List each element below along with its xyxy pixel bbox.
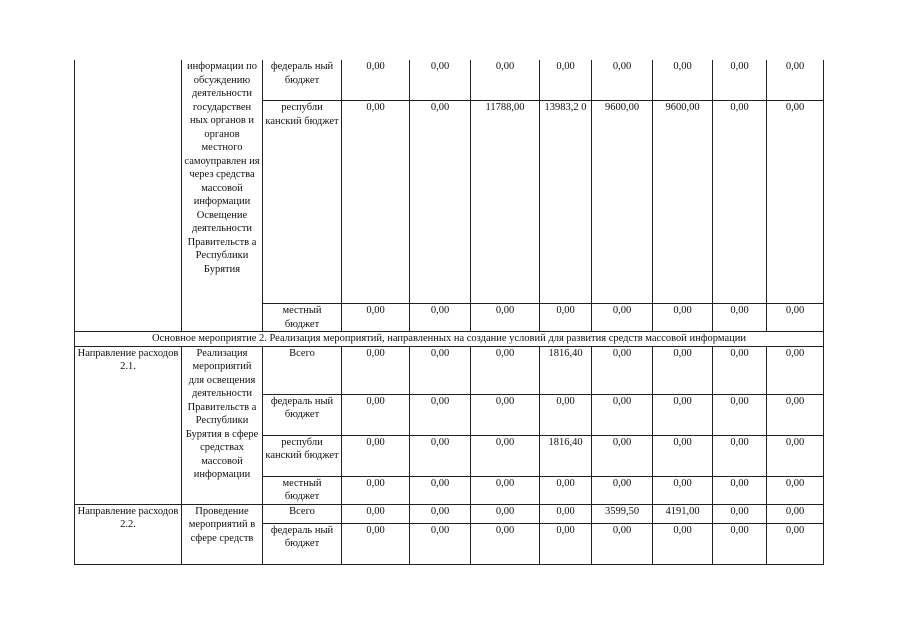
source-cell: федераль ный бюджет	[263, 60, 342, 101]
value-cell: 0,00	[713, 101, 767, 304]
value-cell: 0,00	[410, 476, 471, 504]
value-cell: 0,00	[471, 523, 540, 564]
value-cell: 0,00	[653, 435, 713, 476]
value-cell: 0,00	[592, 346, 653, 394]
value-cell: 0,00	[410, 304, 471, 332]
value-cell: 0,00	[540, 504, 592, 523]
value-cell: 0,00	[342, 435, 410, 476]
value-cell: 0,00	[410, 346, 471, 394]
source-cell: республи канский бюджет	[263, 101, 342, 304]
value-cell: 1816,40	[540, 435, 592, 476]
table-row	[75, 504, 824, 523]
value-cell: 0,00	[713, 394, 767, 435]
value-cell: 0,00	[471, 304, 540, 332]
value-cell: 0,00	[653, 60, 713, 101]
value-cell: 0,00	[410, 394, 471, 435]
value-cell: 0,00	[540, 476, 592, 504]
value-cell: 0,00	[767, 476, 824, 504]
section-title: Основное мероприятие 2. Реализация мероприятий, направленных на создание условий для развития средств массовой информации	[75, 332, 824, 347]
value-cell: 0,00	[767, 435, 824, 476]
value-cell: 0,00	[767, 101, 824, 304]
source-cell: федераль ный бюджет	[263, 394, 342, 435]
value-cell: 3599,50	[592, 504, 653, 523]
table-body	[75, 60, 824, 564]
source-cell: местный бюджет	[263, 304, 342, 332]
value-cell: 0,00	[342, 304, 410, 332]
value-cell: 0,00	[713, 476, 767, 504]
value-cell: 0,00	[410, 435, 471, 476]
value-cell: 0,00	[767, 346, 824, 394]
value-cell: 0,00	[540, 394, 592, 435]
value-cell: 0,00	[653, 523, 713, 564]
value-cell: 0,00	[592, 394, 653, 435]
value-cell: 0,00	[471, 504, 540, 523]
value-cell: 0,00	[653, 304, 713, 332]
value-cell: 0,00	[471, 435, 540, 476]
source-cell: федераль ный бюджет	[263, 523, 342, 564]
code-cell: Направлениe расходов 2.1.	[75, 346, 182, 504]
value-cell: 0,00	[540, 304, 592, 332]
budget-table	[74, 60, 824, 565]
value-cell: 0,00	[410, 60, 471, 101]
value-cell: 0,00	[767, 304, 824, 332]
value-cell: 0,00	[342, 60, 410, 101]
value-cell: 0,00	[471, 60, 540, 101]
value-cell: 0,00	[653, 476, 713, 504]
value-cell: 0,00	[342, 504, 410, 523]
value-cell: 4191,00	[653, 504, 713, 523]
value-cell: 0,00	[592, 304, 653, 332]
value-cell: 13983,2 0	[540, 101, 592, 304]
value-cell: 0,00	[713, 435, 767, 476]
code-cell	[75, 60, 182, 332]
source-cell: республи канский бюджет	[263, 435, 342, 476]
source-cell: Всего	[263, 346, 342, 394]
value-cell: 0,00	[767, 504, 824, 523]
value-cell: 0,00	[767, 394, 824, 435]
table-row	[75, 60, 824, 101]
value-cell: 0,00	[713, 504, 767, 523]
value-cell: 0,00	[342, 101, 410, 304]
value-cell: 0,00	[471, 476, 540, 504]
description-cell: Реализация мероприятий для освещения деятельности Правительств а Республики Бурятия в сфере средствах массовой информации	[182, 346, 263, 504]
value-cell: 0,00	[471, 346, 540, 394]
table-row	[75, 346, 824, 394]
value-cell: 1816,40	[540, 346, 592, 394]
description-cell: информации по обсуждению деятельности государствен ных органов и органов местного самоуправлен ия через средства массовой информации Освещение деятельности Правительств а Республики Бурятия	[182, 60, 263, 332]
value-cell: 0,00	[592, 60, 653, 101]
value-cell: 0,00	[540, 60, 592, 101]
value-cell: 0,00	[592, 476, 653, 504]
code-cell: Направление расходов 2.2.	[75, 504, 182, 564]
value-cell: 0,00	[767, 60, 824, 101]
value-cell: 0,00	[410, 523, 471, 564]
value-cell: 0,00	[540, 523, 592, 564]
value-cell: 0,00	[342, 394, 410, 435]
value-cell: 0,00	[713, 523, 767, 564]
value-cell: 0,00	[471, 394, 540, 435]
value-cell: 0,00	[592, 523, 653, 564]
value-cell: 0,00	[410, 101, 471, 304]
description-cell: Проведение мероприятий в сфере средств	[182, 504, 263, 564]
value-cell: 0,00	[342, 476, 410, 504]
value-cell: 0,00	[767, 523, 824, 564]
value-cell: 0,00	[713, 304, 767, 332]
value-cell: 0,00	[653, 394, 713, 435]
value-cell: 11788,00	[471, 101, 540, 304]
value-cell: 0,00	[653, 346, 713, 394]
value-cell: 0,00	[342, 346, 410, 394]
value-cell: 0,00	[713, 60, 767, 101]
value-cell: 0,00	[410, 504, 471, 523]
value-cell: 0,00	[592, 435, 653, 476]
value-cell: 9600,00	[653, 101, 713, 304]
value-cell: 0,00	[713, 346, 767, 394]
value-cell: 0,00	[342, 523, 410, 564]
source-cell: Всего	[263, 504, 342, 523]
source-cell: местный бюджет	[263, 476, 342, 504]
value-cell: 9600,00	[592, 101, 653, 304]
section-row	[75, 332, 824, 347]
